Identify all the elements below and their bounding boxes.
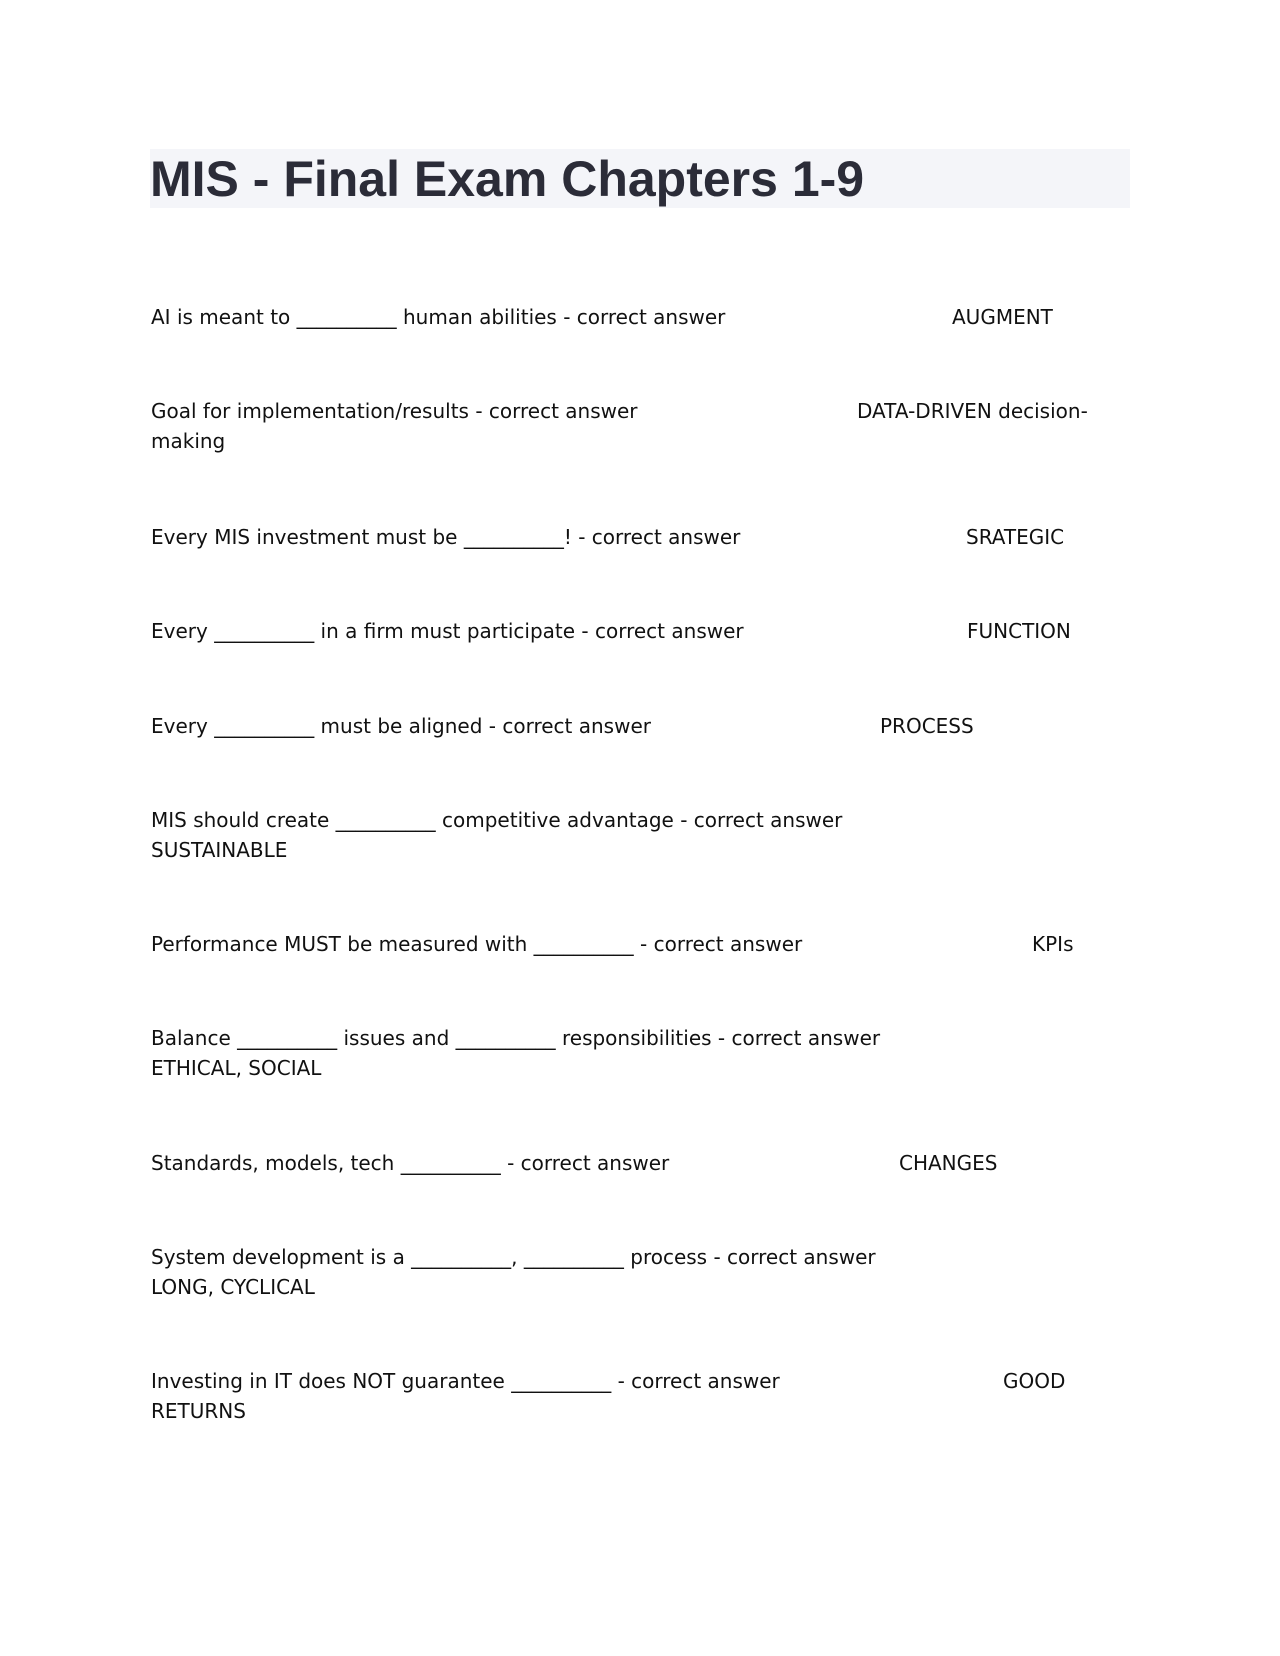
question-text: Every MIS investment must be __________! - correct answer	[151, 525, 741, 549]
qa-item	[151, 302, 1091, 332]
answer-text-continued: RETURNS	[151, 1399, 246, 1423]
question-text: Every __________ in a firm must participate - correct answer	[151, 619, 744, 643]
question-text: Every __________ must be aligned - correct answer	[151, 714, 651, 738]
answer-text: PROCESS	[880, 714, 974, 738]
answer-text: DATA-DRIVEN decision-	[857, 399, 1088, 423]
qa-item	[151, 805, 1091, 865]
document-title: MIS - Final Exam Chapters 1-9	[150, 151, 865, 207]
question-text: Balance __________ issues and __________ responsibilities - correct answer	[151, 1026, 881, 1050]
qa-item	[151, 1148, 1091, 1178]
qa-item	[151, 396, 1091, 456]
question-text: Standards, models, tech __________ - correct answer	[151, 1151, 670, 1175]
answer-text-continued: making	[151, 429, 226, 453]
question-text: Goal for implementation/results - correct answer	[151, 399, 638, 423]
question-text: System development is a __________, __________ process - correct answer	[151, 1245, 876, 1269]
answer-text: AUGMENT	[952, 305, 1053, 329]
qa-item	[151, 711, 1091, 741]
question-text: Investing in IT does NOT guarantee __________ - correct answer	[151, 1369, 780, 1393]
answer-text: GOOD	[1003, 1369, 1066, 1393]
question-text: MIS should create __________ competitive advantage - correct answer	[151, 808, 843, 832]
answer-text: LONG, CYCLICAL	[151, 1275, 315, 1299]
qa-item	[151, 1242, 1091, 1302]
question-text: Performance MUST be measured with __________ - correct answer	[151, 932, 803, 956]
qa-item	[151, 929, 1091, 959]
qa-item	[151, 616, 1091, 646]
qa-item	[151, 1366, 1091, 1426]
answer-text: SRATEGIC	[966, 525, 1065, 549]
answer-text: KPIs	[1032, 932, 1074, 956]
question-text: AI is meant to __________ human abilities - correct answer	[151, 305, 726, 329]
qa-item	[151, 1023, 1091, 1083]
qa-item	[151, 522, 1091, 552]
answer-text: ETHICAL, SOCIAL	[151, 1056, 322, 1080]
answer-text: FUNCTION	[967, 619, 1071, 643]
answer-text: CHANGES	[899, 1151, 998, 1175]
answer-text: SUSTAINABLE	[151, 838, 288, 862]
